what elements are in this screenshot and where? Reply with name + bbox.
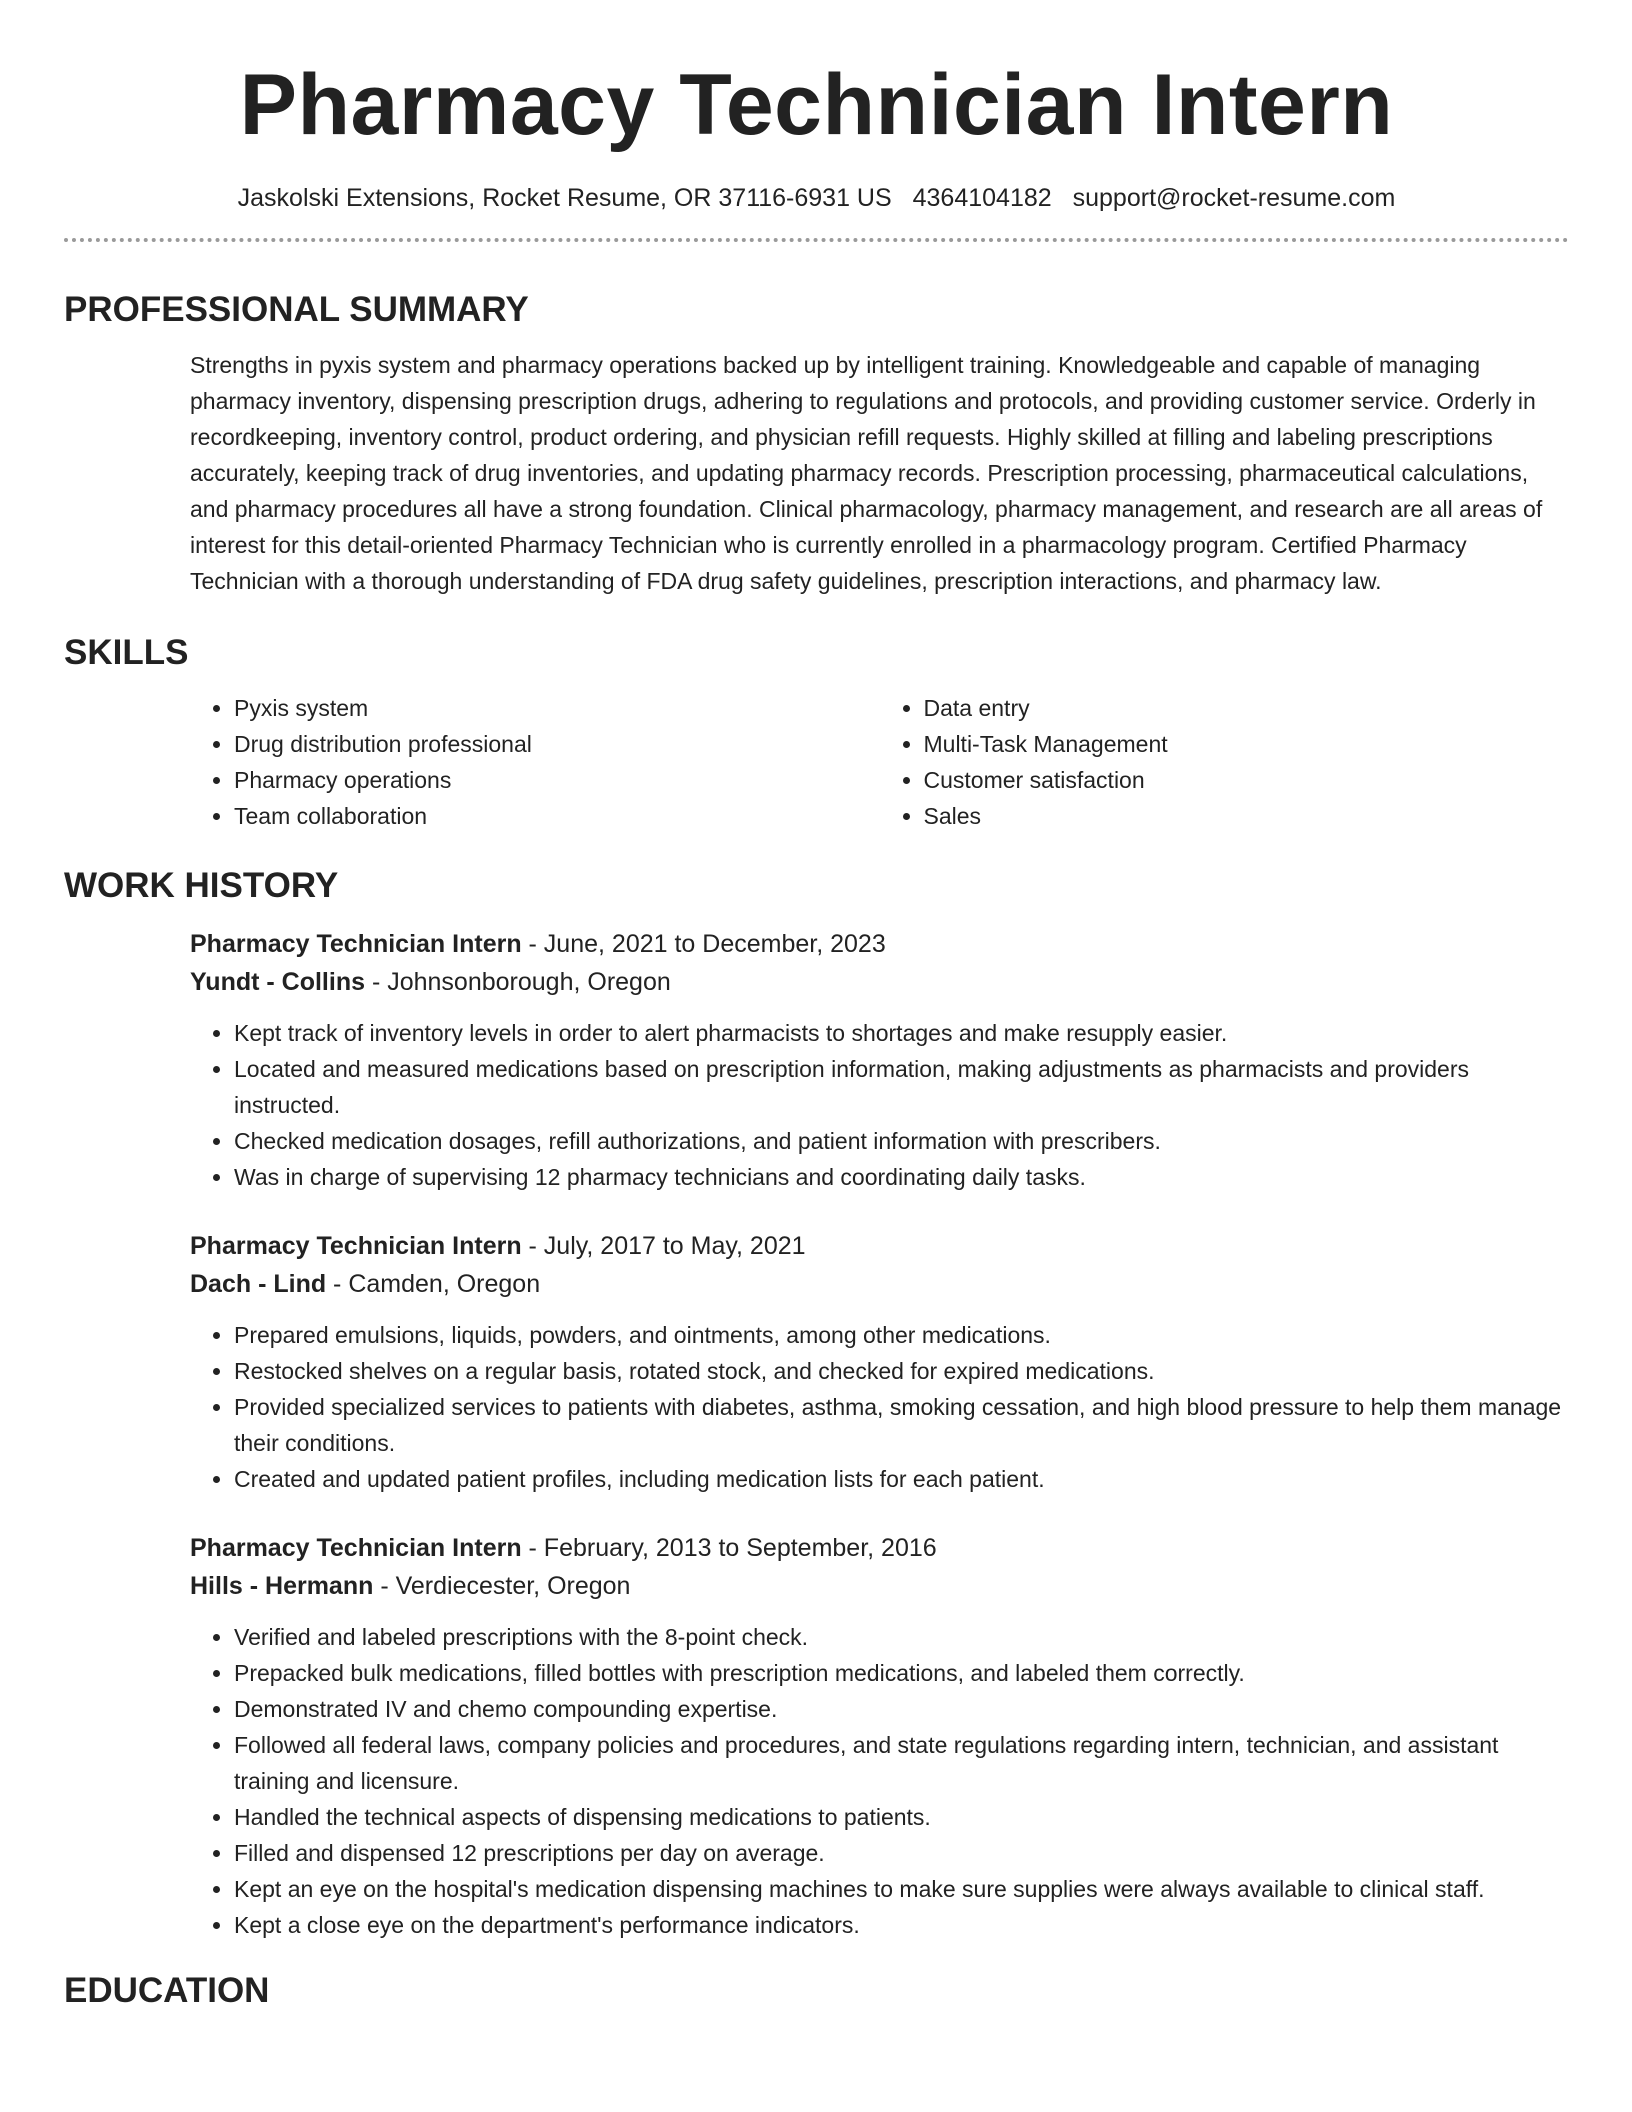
section-title-skills: SKILLS — [64, 633, 189, 672]
job-location: - Verdiecester, Oregon — [373, 1572, 631, 1600]
skills-list — [190, 690, 1569, 834]
skills-column-left — [190, 690, 880, 834]
page-title: Pharmacy Technician Intern — [239, 57, 1394, 153]
skill-item: • Data entry — [924, 690, 1570, 726]
job-bullet: • Prepared emulsions, liquids, powders, and ointments, among other medications. — [234, 1317, 1569, 1353]
job-entry — [190, 1227, 1569, 1497]
job-entry — [190, 925, 1569, 1195]
job-role: Pharmacy Technician Intern — [190, 930, 522, 958]
job-bullet: • Kept an eye on the hospital's medication dispensing machines to make sure supplies were always available to clinical staff. — [234, 1871, 1569, 1907]
job-role-line — [190, 925, 1569, 963]
job-company-line — [190, 963, 1569, 1001]
job-entry — [190, 1529, 1569, 1943]
contact-address: Jaskolski Extensions, Rocket Resume, OR 37116-6931 US — [237, 184, 892, 212]
job-company: Yundt - Collins — [190, 968, 365, 996]
summary-text: Strengths in pyxis system and pharmacy operations backed up by intelligent training. Knowledgeable and capable of managing pharmacy inventory, dispensing prescription drugs, adhering to regulations and protocols, and providing customer service. Orderly in recordkeeping, inventory control, product ordering, and physician refill requests. Highly skilled at filling and labeling prescriptions accurately, keeping track of drug inventories, and updating pharmacy records. Prescription processing, pharmaceutical calculations, and pharmacy procedures all have a strong foundation. Clinical pharmacology, pharmacy management, and research are all areas of interest for this detail-oriented Pharmacy Technician who is currently enrolled in a pharmacology program. Certified Pharmacy Technician with a thorough understanding of FDA drug safety guidelines, prescription interactions, and pharmacy law. — [190, 352, 1543, 594]
skill-item: • Customer satisfaction — [924, 762, 1570, 798]
job-bullet: • Filled and dispensed 12 prescriptions per day on average. — [234, 1835, 1569, 1871]
skills-column-right — [880, 690, 1570, 834]
job-bullets — [190, 1317, 1569, 1497]
job-bullet: • Handled the technical aspects of dispensing medications to patients. — [234, 1799, 1569, 1835]
skill-item: • Sales — [924, 798, 1570, 834]
section-title-education: EDUCATION — [64, 1971, 270, 2010]
contact-line — [64, 184, 1569, 213]
job-location: - Camden, Oregon — [326, 1270, 541, 1298]
job-bullet: • Kept track of inventory levels in order to alert pharmacists to shortages and make resupply easier. — [234, 1015, 1569, 1051]
skill-item: • Multi-Task Management — [924, 726, 1570, 762]
contact-email: support@rocket-resume.com — [1072, 184, 1396, 212]
section-title-work: WORK HISTORY — [64, 866, 339, 905]
job-role-line — [190, 1529, 1569, 1567]
job-location: - Johnsonborough, Oregon — [365, 968, 671, 996]
job-bullet: • Verified and labeled prescriptions with the 8-point check. — [234, 1619, 1569, 1655]
job-bullet: • Followed all federal laws, company policies and procedures, and state regulations regarding intern, technician, and assistant training and licensure. — [234, 1727, 1569, 1799]
skill-item: • Pharmacy operations — [234, 762, 880, 798]
job-company: Dach - Lind — [190, 1270, 327, 1298]
job-company: Hills - Hermann — [190, 1572, 374, 1600]
job-bullet: • Restocked shelves on a regular basis, rotated stock, and checked for expired medications. — [234, 1353, 1569, 1389]
skill-item: • Drug distribution professional — [234, 726, 880, 762]
job-dates: - July, 2017 to May, 2021 — [521, 1232, 806, 1260]
header-divider — [64, 238, 1569, 242]
job-bullet: • Checked medication dosages, refill authorizations, and patient information with prescribers. — [234, 1123, 1569, 1159]
job-company-line — [190, 1567, 1569, 1605]
job-role: Pharmacy Technician Intern — [190, 1232, 522, 1260]
job-bullet: • Provided specialized services to patients with diabetes, asthma, smoking cessation, and high blood pressure to help them manage their conditions. — [234, 1389, 1569, 1461]
job-bullet: • Kept a close eye on the department's performance indicators. — [234, 1907, 1569, 1943]
job-bullet: • Located and measured medications based on prescription information, making adjustments as pharmacists and providers instructed. — [234, 1051, 1569, 1123]
contact-phone: 4364104182 — [912, 184, 1052, 212]
job-dates: - June, 2021 to December, 2023 — [521, 930, 886, 958]
job-dates: - February, 2013 to September, 2016 — [521, 1534, 937, 1562]
section-title-summary: PROFESSIONAL SUMMARY — [64, 290, 529, 329]
job-role: Pharmacy Technician Intern — [190, 1534, 522, 1562]
job-bullet: • Demonstrated IV and chemo compounding expertise. — [234, 1691, 1569, 1727]
job-bullet: • Prepacked bulk medications, filled bottles with prescription medications, and labeled them correctly. — [234, 1655, 1569, 1691]
job-role-line — [190, 1227, 1569, 1265]
job-bullet: • Was in charge of supervising 12 pharmacy technicians and coordinating daily tasks. — [234, 1159, 1569, 1195]
job-bullets — [190, 1619, 1569, 1943]
job-bullet: • Created and updated patient profiles, including medication lists for each patient. — [234, 1461, 1569, 1497]
job-company-line — [190, 1265, 1569, 1303]
resume-page — [64, 0, 1569, 2008]
skill-item: • Team collaboration — [234, 798, 880, 834]
skill-item: • Pyxis system — [234, 690, 880, 726]
job-bullets — [190, 1015, 1569, 1195]
